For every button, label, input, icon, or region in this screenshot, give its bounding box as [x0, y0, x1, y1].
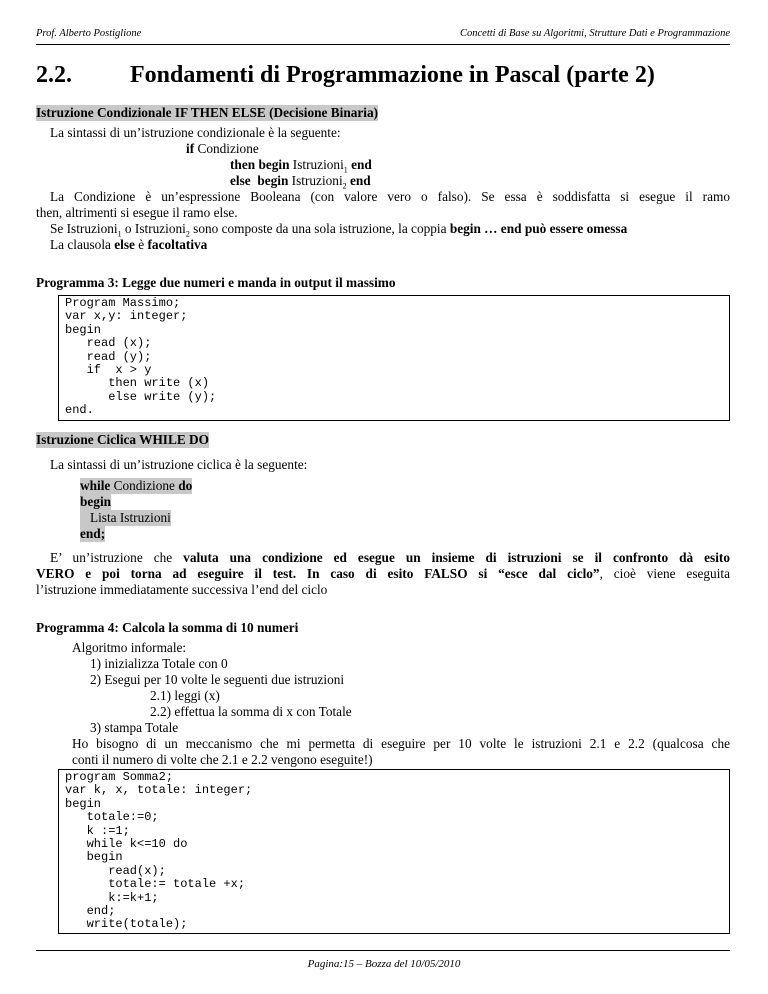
- footer-page: Pagina:15 – Bozza del 10/05/2010: [307, 958, 461, 970]
- if-para2-a: Se Istruzioni: [50, 221, 118, 236]
- if-para3-b: è: [134, 237, 148, 252]
- while-intro: La sintassi di un’istruzione ciclica è la seguente:: [50, 457, 308, 472]
- if-para1-line2: then, altrimenti si esegue il ramo else.: [36, 205, 238, 220]
- while-desc-line3: l’istruzione immediatamente successiva l’end del ciclo: [36, 582, 328, 597]
- header-author: Prof. Alberto Postiglione: [36, 28, 142, 39]
- then-keyword: then begin: [230, 157, 290, 172]
- else-statements: Istruzioni: [288, 173, 343, 188]
- prog4-note-line2: conti il numero di volte che 2.1 e 2.2 vengono eseguite!): [72, 752, 373, 767]
- if-condition: Condizione: [194, 141, 259, 156]
- if-keyword: if: [186, 141, 195, 156]
- algo-step-1: 1) inizializza Totale con 0: [90, 656, 228, 671]
- while-desc-2a: VERO e poi torna ad eseguire il test. In caso di esito FALSO si “esce dal ciclo”: [36, 566, 600, 581]
- prog4-note-line1: Ho bisogno di un meccanismo che mi permetta di eseguire per 10 volte le istruzioni 2.1 e 2.2 (qualcosa che: [72, 736, 730, 751]
- prog3-code-box: Program Massimo; var x,y: integer; begin read (x); read (y); if x > y then write (x) else write (y); end.: [58, 295, 730, 421]
- if-para2-sub2: 2: [185, 229, 190, 239]
- then-end-keyword: end: [347, 157, 372, 172]
- algo-step-2: 2) Esegui per 10 volte le seguenti due istruzioni: [90, 672, 345, 687]
- while-desc-1a: E’ un’istruzione che: [50, 550, 184, 565]
- while-syntax-end: end;: [80, 526, 106, 541]
- else-keyword: else begin: [230, 173, 289, 188]
- if-para3-a: La clausola: [50, 237, 115, 252]
- if-para2-bold: begin … end può essere omessa: [449, 221, 628, 236]
- while-heading: Istruzione Ciclica WHILE DO: [36, 432, 209, 447]
- else-syntax-line: [230, 173, 371, 189]
- while-keyword: while: [80, 478, 111, 493]
- while-syntax-line1: [80, 478, 192, 494]
- then-syntax-line: [230, 157, 372, 173]
- header-rule: [36, 44, 730, 45]
- if-para1-line1: La Condizione è un’espressione Booleana (con valore vero o falso). Se essa è soddisfatta si esegue il ramo: [50, 189, 730, 204]
- while-desc-2b: , cioè viene eseguita: [599, 566, 730, 581]
- then-statements: Istruzioni: [289, 157, 344, 172]
- do-keyword: do: [178, 478, 193, 493]
- then-subscript: 1: [343, 165, 348, 175]
- if-para2-sub1: 1: [117, 229, 122, 239]
- else-end-keyword: end: [346, 173, 371, 188]
- if-syntax-line: [186, 141, 259, 157]
- if-para2-c: sono composte da una sola istruzione, la coppia: [189, 221, 450, 236]
- while-desc-line2: [36, 566, 730, 582]
- algo-step-2-1: 2.1) leggi (x): [150, 688, 220, 703]
- section-number: 2.2.: [36, 62, 72, 88]
- section-title: Fondamenti di Programmazione in Pascal (parte 2): [130, 62, 655, 88]
- if-para2: [50, 221, 627, 237]
- while-desc-1b: valuta una condizione ed esegue un insieme di istruzioni se il confronto dà esito: [183, 550, 730, 565]
- if-heading: Istruzione Condizionale IF THEN ELSE (Decisione Binaria): [36, 105, 379, 120]
- if-para3-optional: facoltativa: [147, 237, 208, 252]
- prog3-heading: Programma 3: Legge due numeri e manda in output il massimo: [36, 275, 396, 290]
- if-para3: [50, 237, 207, 253]
- if-para3-else: else: [114, 237, 135, 252]
- prog4-code-box: program Somma2; var k, x, totale: integer; begin totale:=0; k :=1; while k<=10 do begin read(x); totale:= totale +x; k:=k+1; end; write(totale);: [58, 769, 730, 934]
- header-course: Concetti di Base su Algoritmi, Strutture Dati e Programmazione: [460, 28, 730, 39]
- else-subscript: 2: [342, 181, 347, 191]
- while-condition: Condizione: [110, 478, 179, 493]
- prog4-heading: Programma 4: Calcola la somma di 10 numeri: [36, 620, 299, 635]
- while-syntax-begin: begin: [80, 494, 112, 509]
- algo-step-2-2: 2.2) effettua la somma di x con Totale: [150, 704, 352, 719]
- if-para2-b: o Istruzioni: [121, 221, 186, 236]
- algo-step-3: 3) stampa Totale: [90, 720, 179, 735]
- while-syntax-statements: Lista Istruzioni: [80, 510, 171, 525]
- while-desc-line1: [50, 550, 730, 566]
- if-intro: La sintassi di un’istruzione condizionale è la seguente:: [50, 125, 341, 140]
- algo-title: Algoritmo informale:: [72, 640, 187, 655]
- footer-rule: [36, 950, 730, 951]
